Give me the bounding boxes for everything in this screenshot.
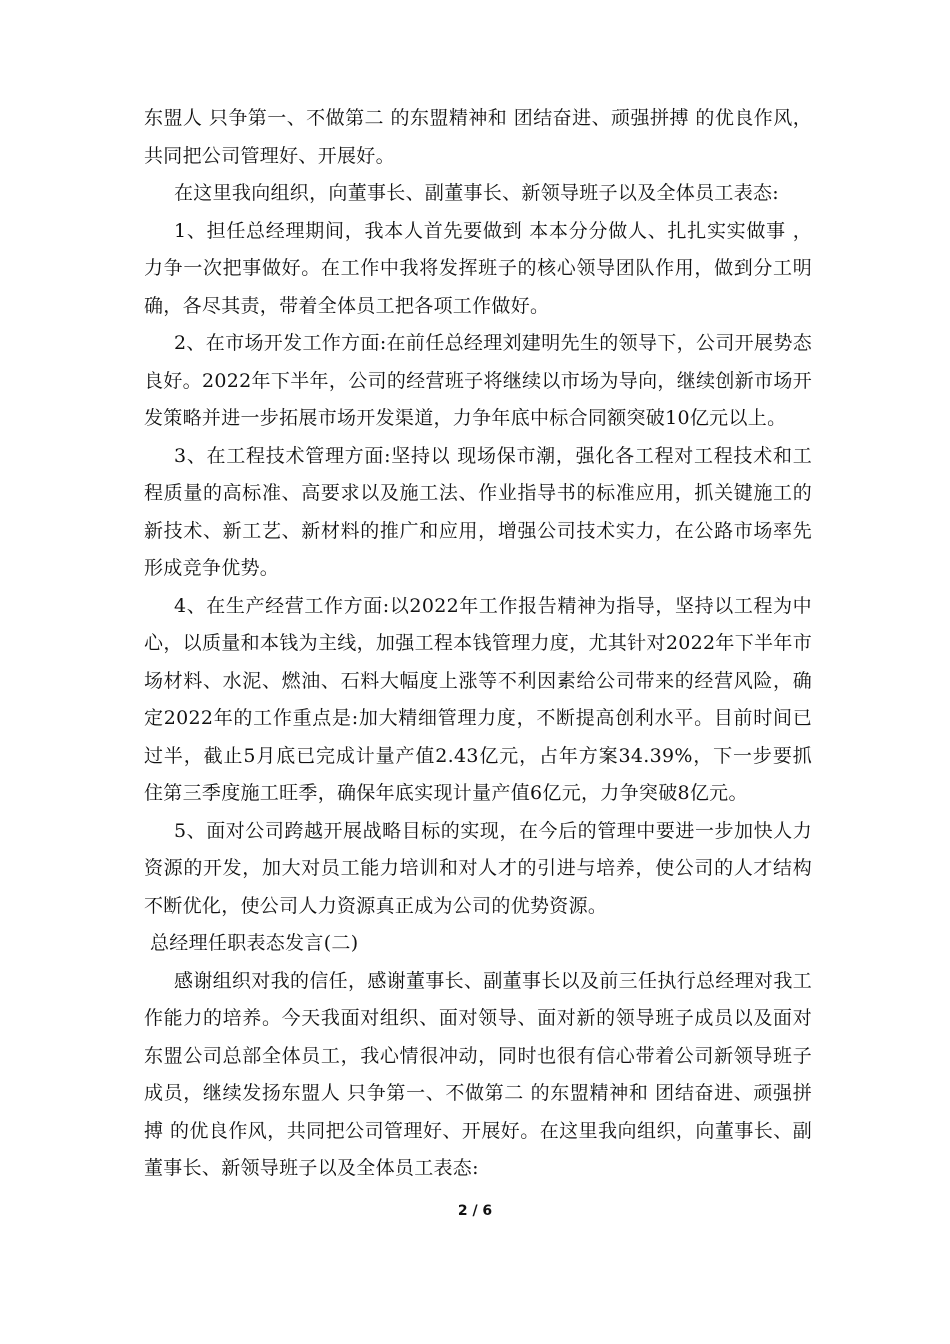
document-body [144, 100, 812, 1188]
paragraph-section-2-intro: 感谢组织对我的信任，感谢董事长、副董事长以及前三任执行总经理对我工作能力的培养。今天我面对组织、面对领导、面对新的领导班子成员以及面对东盟公司总部全体员工，我心情很冲动，同时也很有信心带着公司新领导班子成员，继续发扬东盟人 只争第一、不做第二 的东盟精神和 团结奋进、顽强拼搏 的优良作风，共同把公司管理好、开展好。在这里我向组织，向董事长、副董事长、新领导班子以及全体员工表态: [144, 969, 812, 1179]
page-number: 2 / 6 [457, 1203, 493, 1219]
paragraph-point-5: 5、面对公司跨越开展战略目标的实现，在今后的管理中要进一步加快人力资源的开发，加大对员工能力培训和对人才的引进与培养，使公司的人才结构不断优化，使公司人力资源真正成为公司的优势资源。 [144, 819, 812, 917]
paragraph-point-2: 2、在市场开发工作方面:在前任总经理刘建明先生的领导下，公司开展势态良好。2022年下半年，公司的经营班子将继续以市场为导向，继续创新市场开发策略并进一步拓展市场开发渠道，力争年底中标合同额突破10亿元以上。 [144, 332, 812, 429]
paragraph-pledge-intro: 在这里我向组织，向董事长、副董事长、新领导班子以及全体员工表态: [174, 182, 780, 204]
paragraph-point-3: 3、在工程技术管理方面:坚持以 现场保市潮，强化各工程对工程技术和工程质量的高标准、高要求以及施工法、作业指导书的标准应用，抓关键施工的新技术、新工艺、新材料的推广和应用，增强公司技术实力，在公路市场率先形成竞争优势。 [144, 444, 812, 579]
paragraph-point-4: 4、在生产经营工作方面:以2022年工作报告精神为指导，坚持以工程为中心，以质量和本钱为主线，加强工程本钱管理力度，尤其针对2022年下半年市场材料、水泥、燃油、石料大幅度上涨等不利因素给公司带来的经营风险，确定2022年的工作重点是:加大精细管理力度，不断提高创利水平。目前时间已过半，截止5月底已完成计量产值2.43亿元，占年方案34.39%，下一步要抓住第三季度施工旺季，确保年底实现计量产值6亿元，力争突破8亿元。 [144, 594, 812, 804]
paragraph-point-1: 1、担任总经理期间，我本人首先要做到 本本分分做人、扎扎实实做事 ，力争一次把事做好。在工作中我将发挥班子的核心领导团队作用，做到分工明确，各尽其责，带着全体员工把各项工作做好。 [144, 219, 812, 317]
section-heading: 总经理任职表态发言(二) [150, 932, 359, 954]
paragraph-continuation: 东盟人 只争第一、不做第二 的东盟精神和 团结奋进、顽强拼搏 的优良作风，共同把公司管理好、开展好。 [144, 107, 812, 167]
